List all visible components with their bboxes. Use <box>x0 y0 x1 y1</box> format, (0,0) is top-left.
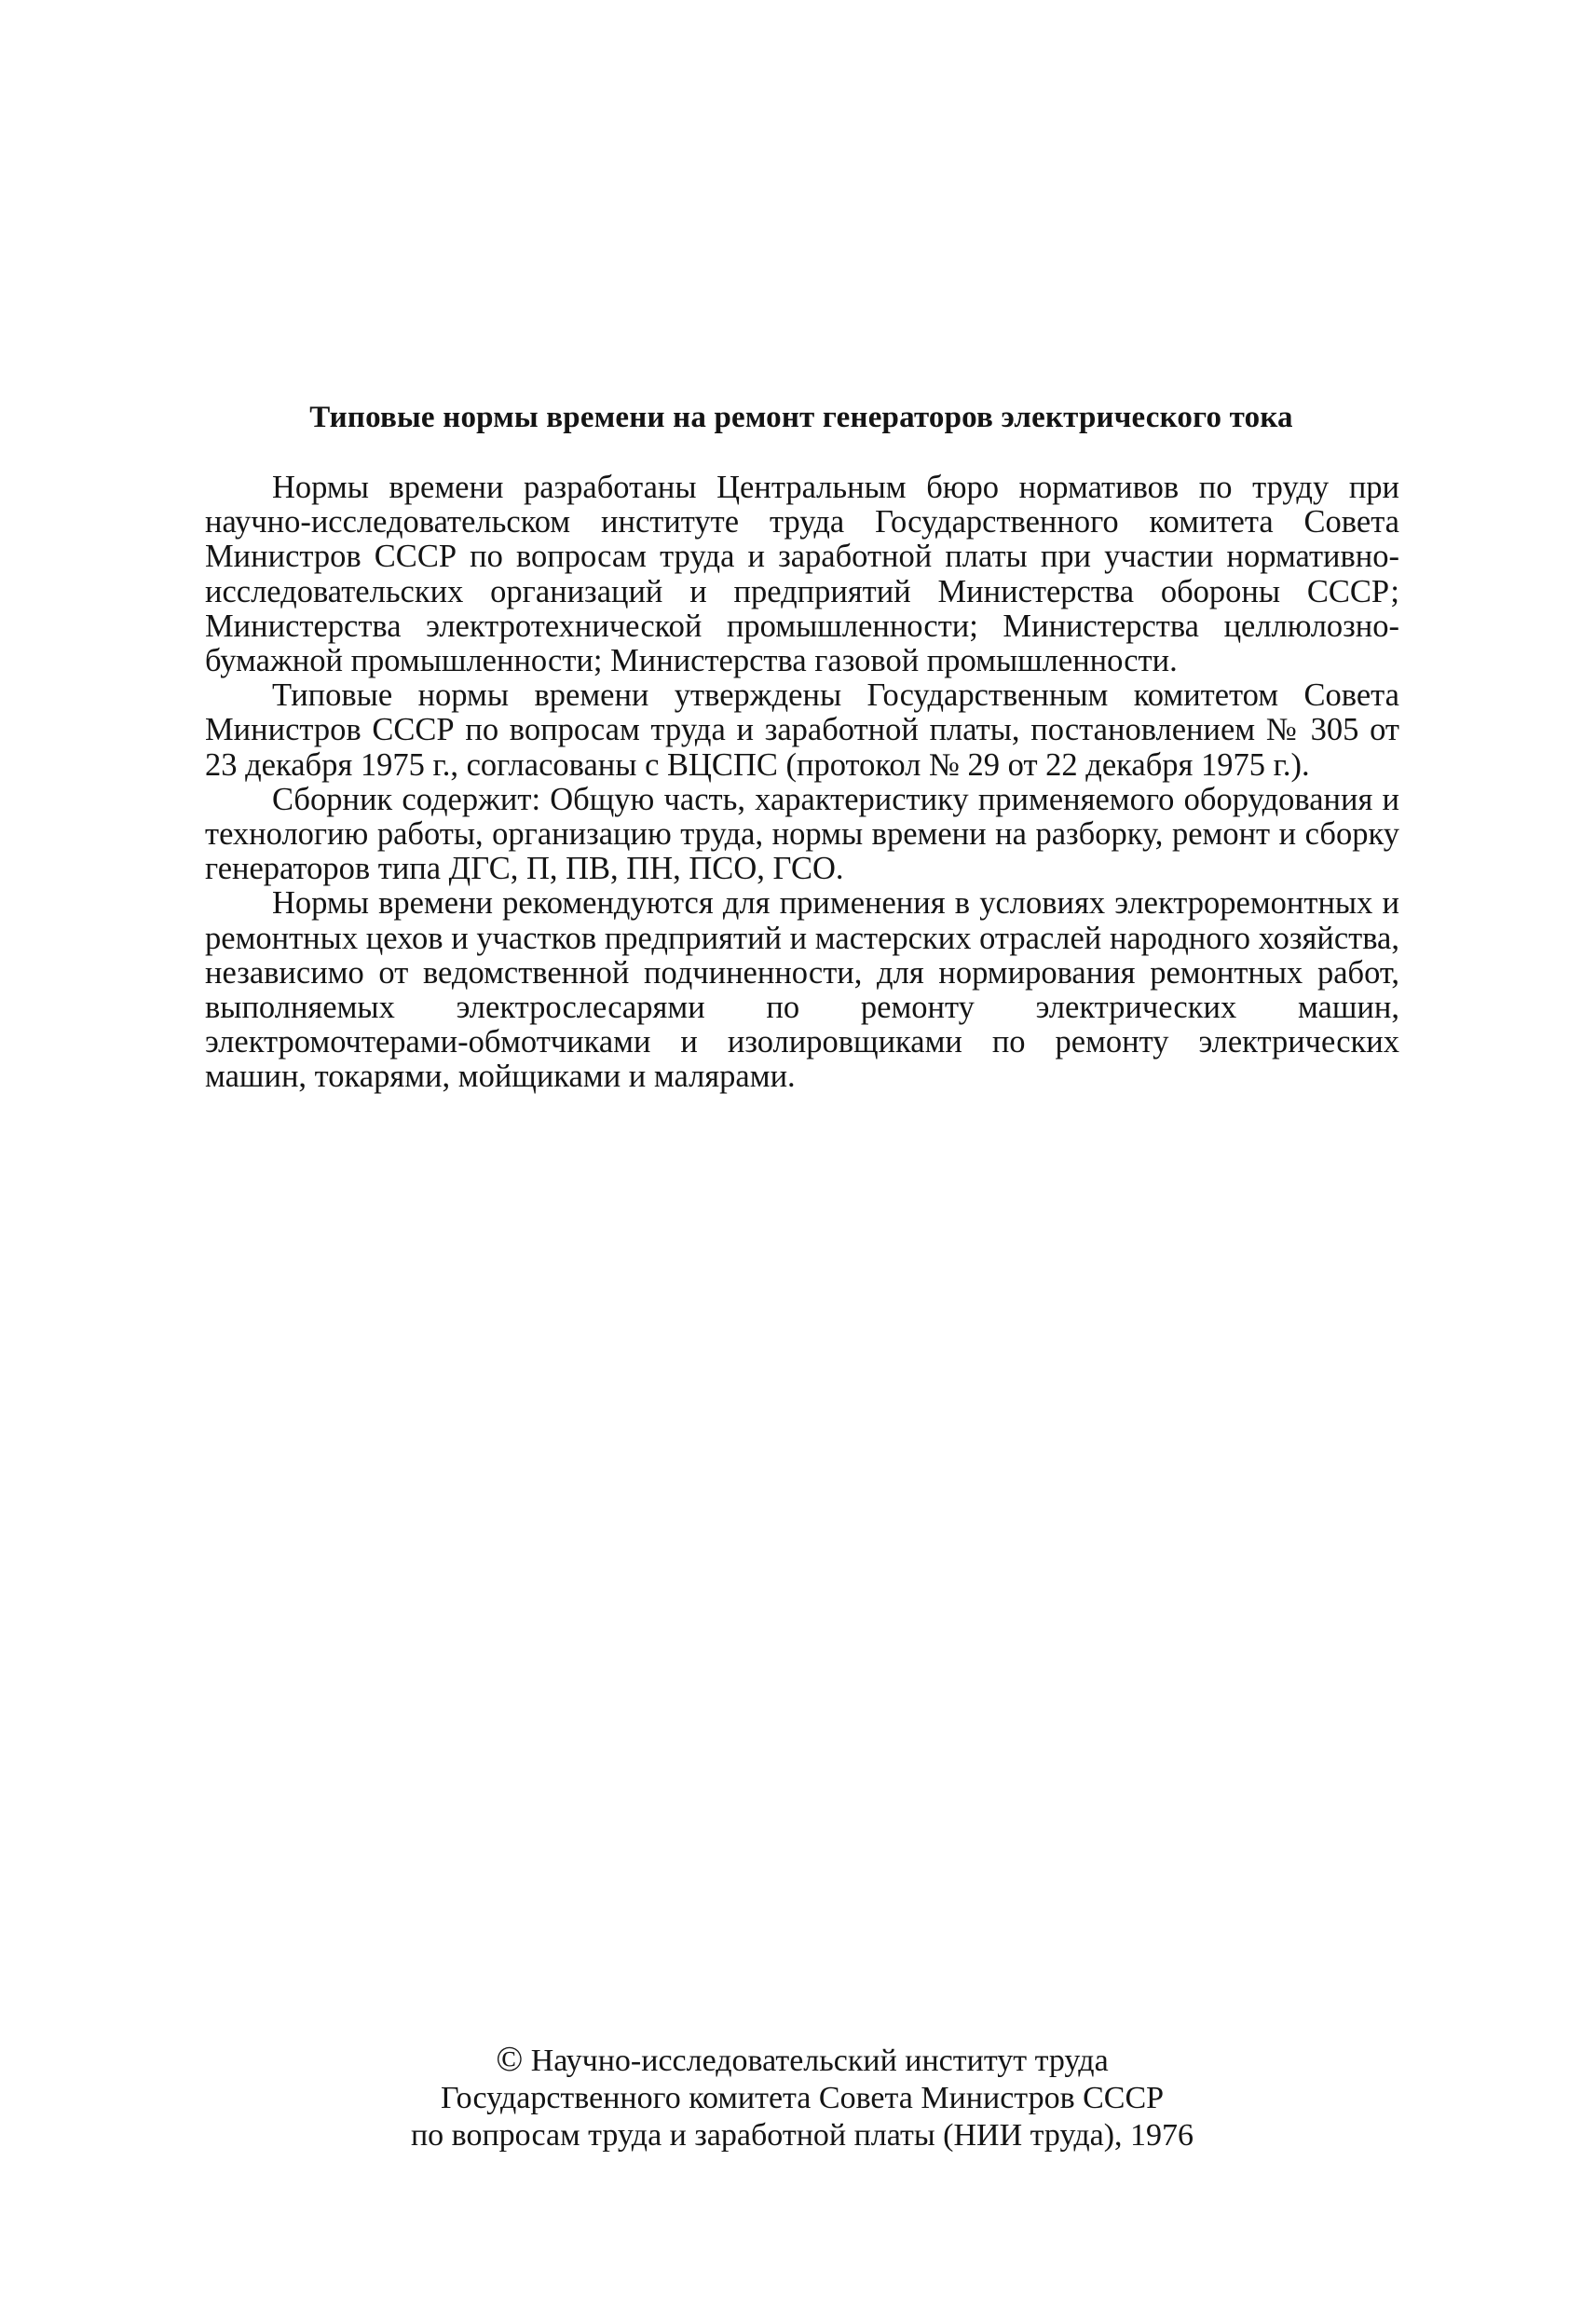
paragraph-recommendation: Нормы времени рекомендуются для применения в условиях электроремонтных и ремонтных цехов и участков предприятий и мастерских отраслей народного хозяйства, независимо от ведомственной подчиненности, для нормирования ремонтных работ, выполняемых электрослесарями по ремонту электрических машин, электромочтерами-обмотчиками и изолировщиками по ремонту электрических машин, токарями, мойщиками и малярами. <box>205 885 1399 1095</box>
imprint-institute: Научно-исследовательский институт труда <box>530 2044 1109 2078</box>
paragraph-development: Нормы времени разработаны Центральным бюро нормативов по труду при научно-исследовательском институте труда Государственного комитета Совета Министров СССР по вопросам труда и заработной платы при участии нормативно-исследовательских организаций и предприятий Министерства обороны СССР; Министерства электротехнической промышленности; Министерства целлюлозно-бумажной промышленности; Министерства газовой промышленности. <box>205 470 1399 679</box>
document-title: Типовые нормы времени на ремонт генераторов электрического тока <box>309 401 1293 434</box>
imprint-line-3: по вопросам труда и заработной платы (НИИ труда), 1976 <box>410 2118 1194 2153</box>
copyright-icon: © <box>496 2040 524 2079</box>
paragraph-contents: Сборник содержит: Общую часть, характеристику применяемого оборудования и технологию работы, организацию труда, нормы времени на разборку, ремонт и сборку генераторов типа ДГС, П, ПВ, ПН, ПСО, ГСО. <box>205 781 1399 887</box>
document-body <box>205 471 1399 1095</box>
imprint-line-2: Государственного комитета Совета Министров СССР <box>440 2081 1165 2115</box>
imprint-line-1 <box>205 2041 1399 2080</box>
copyright-imprint <box>205 2041 1399 2154</box>
paragraph-approval: Типовые нормы времени утверждены Государственным комитетом Совета Министров СССР по вопросам труда и заработной платы, постановлением № 305 от 23 декабря 1975 г., согласованы с ВЦСПС (протокол № 29 от 22 декабря 1975 г.). <box>205 677 1399 783</box>
